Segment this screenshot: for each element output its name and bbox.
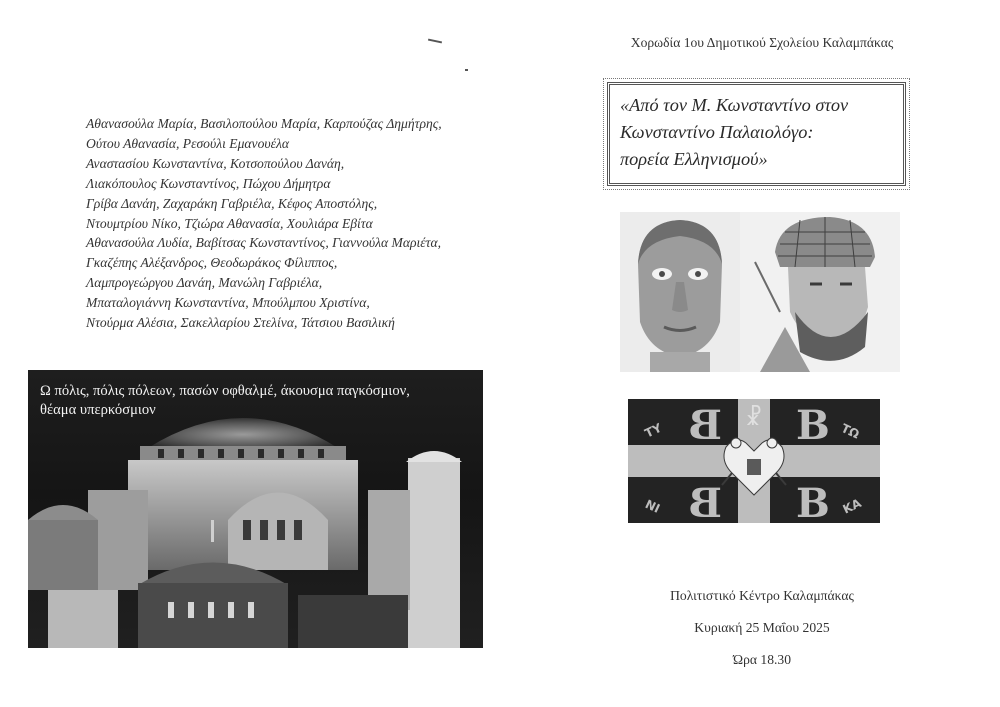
constantinople-quote	[40, 382, 480, 420]
emperor-head-illustration	[740, 212, 900, 372]
flag-letter-top-left: B	[688, 402, 722, 449]
scan-speck	[465, 69, 468, 71]
quote-line-2: θέαμα υπερκόσμιον	[40, 402, 156, 418]
names-line: Γκαζέπης Αλέξανδρος, Θεοδωράκος Φίλιππος,	[86, 255, 338, 271]
chi-rho-symbol: ☧	[745, 406, 763, 431]
hagia-sophia-photo	[28, 370, 483, 648]
flag-word-4: ΚΑ	[840, 495, 864, 517]
names-line: Ντούρμα Αλέσια, Σακελλαρίου Στελίνα, Τάτσιου Βασιλική	[86, 315, 395, 331]
scan-speck	[428, 39, 442, 44]
flag-word-3: ΝΙ	[642, 497, 663, 516]
names-line: Μπαταλογιάννη Κωνσταντίνα, Μπούλμπου Χριστίνα,	[86, 295, 370, 311]
names-line: Λαμπρογεώργου Δανάη, Μανώλη Γαβριέλα,	[86, 275, 323, 291]
names-line: Λιακόπουλος Κωνσταντίνος, Πώχου Δήμητρα	[86, 175, 331, 191]
names-line: Αναστασίου Κωνσταντίνα, Κοτσοπούλου Δανάη,	[86, 155, 345, 171]
flag-letter-bottom-left: B	[688, 480, 722, 523]
event-title	[620, 92, 905, 173]
names-line: Αθανασούλα Λυδία, Βαβίτσας Κωνσταντίνος, Γιαννούλα Μαριέτα,	[86, 235, 442, 251]
event-time: Ώρα 18.30	[733, 652, 791, 667]
flag-letter-bottom-right: B	[796, 480, 830, 523]
colossal-head-illustration	[620, 212, 740, 372]
names-line: Αθανασούλα Μαρία, Βασιλοπούλου Μαρία, Καρπούζας Δημήτρης,	[86, 116, 442, 131]
title-line-2: Κωνσταντίνο Παλαιολόγο:	[620, 122, 814, 142]
names-line: Ντουμτρίου Νίκο, Τζιώρα Αθανασία, Χουλιάρα Εβίτα	[86, 215, 373, 231]
title-line-1: «Από τον Μ. Κωνσταντίνο στον	[620, 95, 849, 115]
flag-word-2: ΤΩ	[838, 421, 862, 442]
event-venue: Πολιτιστικό Κέντρο Καλαμπάκας	[670, 588, 854, 603]
choir-member-list	[86, 114, 526, 333]
flag-letter-top-right: B	[796, 402, 830, 449]
byzantine-tetragrammic-flag	[628, 399, 880, 523]
quote-line-1: Ω πόλις, πόλις πόλεων, πασών οφθαλμέ, άκουσμα παγκόσμιον,	[40, 383, 410, 399]
names-line: Γρίβα Δανάη, Ζαχαράκη Γαβριέλα, Κέφος Αποστόλης,	[86, 195, 378, 211]
names-line: Ούτου Αθανασία, Ρεσούλι Εμανουέλα	[86, 135, 289, 151]
event-date: Κυριακή 25 Μαΐου 2025	[694, 620, 830, 635]
flag-illustration	[628, 399, 880, 523]
school-choir-heading: Χορωδία 1ου Δημοτικού Σχολείου Καλαμπάκας	[630, 35, 894, 50]
title-line-3: πορεία Ελληνισμού»	[620, 149, 768, 169]
constantine-palaiologos-portrait	[740, 212, 900, 372]
flag-word-1: ΤΥ	[642, 420, 664, 441]
constantine-great-portrait	[620, 212, 740, 372]
